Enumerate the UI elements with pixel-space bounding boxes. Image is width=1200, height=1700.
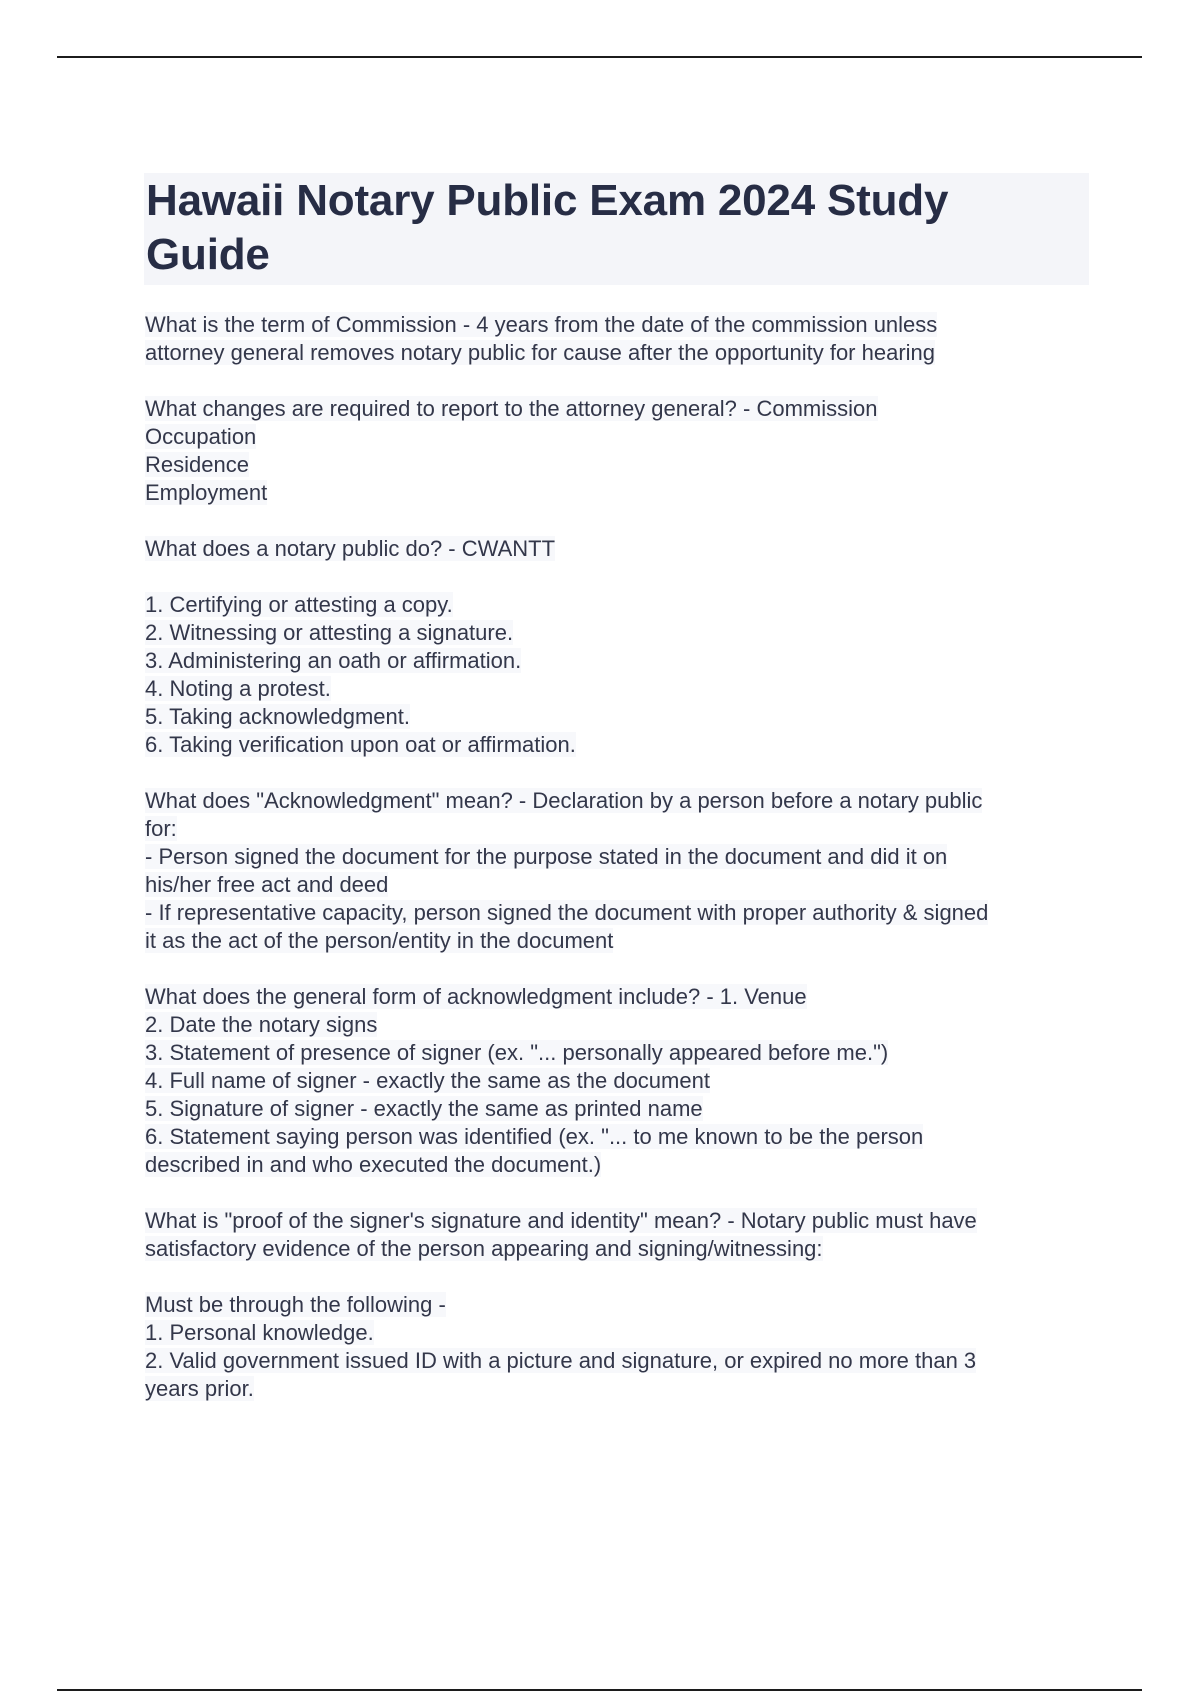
list-item: 5. Signature of signer - exactly the same as printed name — [145, 1096, 703, 1121]
list-item: 4. Noting a protest. — [145, 676, 331, 701]
text-line: attorney general removes notary public for cause after the opportunity for hearing — [145, 340, 936, 365]
list-item: 2. Valid government issued ID with a picture and signature, or expired no more than 3 — [145, 1348, 977, 1373]
list-item: 6. Statement saying person was identified (ex. "... to me known to be the person — [145, 1124, 924, 1149]
text-line: - If representative capacity, person signed the document with proper authority & signed — [145, 900, 989, 925]
study-guide-content — [145, 311, 1085, 1431]
page-title: Hawaii Notary Public Exam 2024 Study Guide — [146, 176, 949, 279]
list-item: 3. Statement of presence of signer (ex. "... personally appeared before me.") — [145, 1040, 889, 1065]
qa-term-of-commission — [145, 311, 1085, 367]
text-line: What changes are required to report to the attorney general? - Commission — [145, 396, 878, 421]
text-line: Must be through the following - — [145, 1292, 446, 1317]
text-line: Residence — [145, 452, 249, 477]
qa-changes-to-report — [145, 395, 1085, 507]
list-item: years prior. — [145, 1376, 254, 1401]
qa-acknowledgment-form — [145, 983, 1085, 1179]
qa-proof-of-signature — [145, 1207, 1085, 1263]
qa-notary-duties — [145, 535, 1085, 563]
list-item: 2. Witnessing or attesting a signature. — [145, 620, 514, 645]
text-line: it as the act of the person/entity in the document — [145, 928, 614, 953]
list-item: 3. Administering an oath or affirmation. — [145, 648, 522, 673]
list-item: 6. Taking verification upon oat or affirmation. — [145, 732, 576, 757]
list-item: described in and who executed the document.) — [145, 1152, 602, 1177]
text-line: What does the general form of acknowledgment include? - 1. Venue — [145, 984, 807, 1009]
list-item: 5. Taking acknowledgment. — [145, 704, 410, 729]
text-line: What does a notary public do? - CWANTT — [145, 536, 556, 561]
text-line: for: — [145, 816, 177, 841]
text-line: Employment — [145, 480, 268, 505]
text-line: What is the term of Commission - 4 years from the date of the commission unless — [145, 312, 938, 337]
text-line: - Person signed the document for the purpose stated in the document and did it on — [145, 844, 948, 869]
list-notary-acts — [145, 591, 1085, 759]
qa-acknowledgment-meaning — [145, 787, 1085, 955]
text-line: satisfactory evidence of the person appearing and signing/witnessing: — [145, 1236, 823, 1261]
list-item: 2. Date the notary signs — [145, 1012, 378, 1037]
text-line: Occupation — [145, 424, 257, 449]
header-rule — [57, 56, 1142, 58]
footer-rule — [57, 1689, 1142, 1691]
list-item: 1. Personal knowledge. — [145, 1320, 374, 1345]
list-item: 4. Full name of signer - exactly the same as the document — [145, 1068, 710, 1093]
list-item: 1. Certifying or attesting a copy. — [145, 592, 453, 617]
text-line: What is "proof of the signer's signature and identity" mean? - Notary public must have — [145, 1208, 977, 1233]
text-line: his/her free act and deed — [145, 872, 389, 897]
list-proof-methods — [145, 1291, 1085, 1403]
text-line: What does "Acknowledgment" mean? - Declaration by a person before a notary public — [145, 788, 983, 813]
